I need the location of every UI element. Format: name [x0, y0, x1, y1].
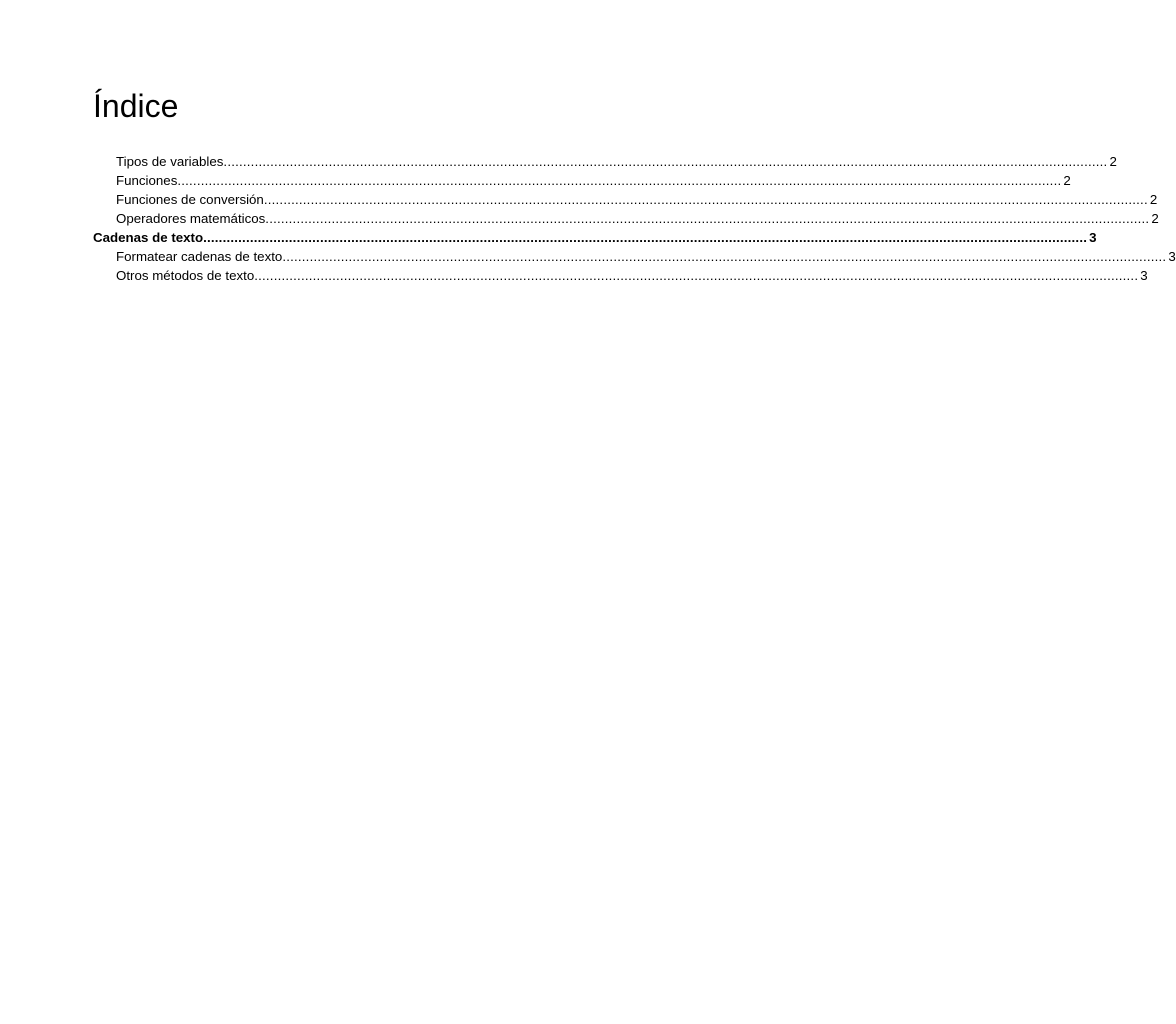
toc-dot-leader: ...................................................................................................................................................................................................................................: [223, 154, 1108, 169]
toc-page-number: 2: [1109, 154, 1117, 169]
toc-dot-leader: ...................................................................................................................................................................................................................................: [282, 249, 1167, 264]
toc-dot-leader: ...................................................................................................................................................................................................................................: [254, 268, 1139, 283]
toc-page-number: 3: [1089, 230, 1097, 245]
toc-entry-operadores-matematicos[interactable]: [93, 209, 1159, 228]
toc-page-number: 2: [1149, 192, 1158, 207]
table-of-contents: [93, 152, 1176, 285]
toc-entry-label: Formatear cadenas de texto: [116, 249, 283, 264]
toc-dot-leader: ...................................................................................................................................................................................................................................: [203, 230, 1088, 245]
toc-entry-label: Otros métodos de texto: [116, 268, 255, 283]
toc-page-number: 3: [1140, 268, 1148, 283]
toc-dot-leader: ...................................................................................................................................................................................................................................: [265, 211, 1150, 226]
toc-entry-cadenas-de-texto[interactable]: [93, 228, 1097, 247]
toc-entry-formatear-cadenas-de-texto[interactable]: [93, 247, 1176, 266]
toc-page-number: 2: [1063, 173, 1071, 188]
page-title: Índice: [93, 88, 179, 124]
toc-entry-label: Tipos de variables: [116, 154, 224, 169]
toc-entry-label: Funciones de conversión: [116, 192, 264, 207]
toc-entry-tipos-de-variables[interactable]: [93, 152, 1117, 171]
toc-entry-funciones-de-conversion[interactable]: [93, 190, 1158, 209]
toc-entry-label: Funciones: [116, 173, 178, 188]
toc-entry-otros-metodos-de-texto[interactable]: [93, 266, 1148, 285]
toc-page-number: 3: [1168, 249, 1176, 264]
toc-page-number: 2: [1151, 211, 1159, 226]
toc-dot-leader: ...................................................................................................................................................................................................................................: [263, 192, 1148, 207]
toc-dot-leader: ...................................................................................................................................................................................................................................: [177, 173, 1062, 188]
toc-entry-label: Operadores matemáticos: [116, 211, 266, 226]
toc-entry-label: Cadenas de texto: [93, 230, 204, 245]
toc-entry-funciones[interactable]: [93, 171, 1071, 190]
